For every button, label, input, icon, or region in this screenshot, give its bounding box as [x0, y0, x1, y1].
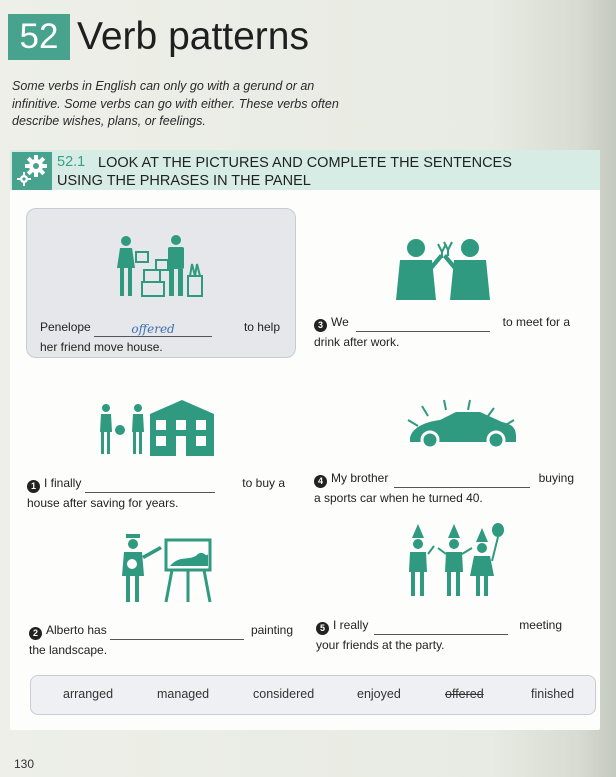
item-2 — [29, 620, 293, 660]
item-5-line2: your friends at the party. — [316, 638, 445, 652]
toast-illustration — [394, 236, 494, 302]
item-4-after: buying — [538, 471, 574, 485]
sports-car-illustration — [404, 400, 524, 450]
item-3-after: to meet for a — [502, 315, 570, 329]
answer-blank-2[interactable] — [110, 626, 244, 640]
exercise-number: 52.1 — [57, 154, 86, 170]
example-answer-blank — [94, 323, 212, 337]
item-2-after: painting — [250, 623, 293, 637]
item-2-before: Alberto has — [46, 623, 107, 637]
item-number-2: 2 — [29, 627, 42, 640]
example-after: to help — [243, 320, 280, 334]
item-5 — [316, 615, 562, 655]
item-1-before: I finally — [44, 476, 82, 490]
answer-blank-1[interactable] — [85, 479, 215, 493]
item-4-line2: a sports car when he turned 40. — [314, 491, 483, 505]
example-line2: her friend move house. — [40, 340, 163, 354]
panel-word-enjoyed: enjoyed — [357, 687, 401, 701]
answer-blank-5[interactable] — [374, 621, 508, 635]
moving-house-illustration — [114, 234, 210, 300]
panel-word-finished: finished — [531, 687, 575, 701]
item-number-4: 4 — [314, 475, 327, 488]
item-3 — [314, 312, 570, 352]
item-2-line2: the landscape. — [29, 643, 108, 657]
item-5-before: I really — [333, 618, 369, 632]
item-4-before: My brother — [331, 471, 389, 485]
intro-text: Some verbs in English can only go with a gerund or an infinitive. Some verbs can go with either. These verbs often describe wishes, plans, or feelings. — [12, 79, 339, 128]
item-4 — [314, 468, 574, 508]
unit-number-badge: 52 — [8, 14, 70, 60]
example-sentence — [40, 317, 290, 357]
party-illustration — [404, 524, 504, 598]
answer-blank-4[interactable] — [394, 474, 530, 488]
panel-word-managed: managed — [157, 687, 210, 701]
answer-blank-3[interactable] — [356, 318, 490, 332]
panel-word-offered: offered — [445, 687, 484, 701]
item-1 — [27, 473, 285, 513]
item-3-before: We — [331, 315, 349, 329]
item-5-after: meeting — [519, 618, 562, 632]
panel-word-arranged: arranged — [63, 687, 114, 701]
item-1-line2: house after saving for years. — [27, 496, 179, 510]
panel-word-considered: considered — [253, 687, 315, 701]
item-1-after: to buy a — [242, 476, 285, 490]
example-before: Penelope — [40, 320, 91, 334]
item-number-1: 1 — [27, 480, 40, 493]
unit-title: Verb patterns — [77, 15, 309, 58]
word-panel — [30, 675, 596, 715]
item-number-3: 3 — [314, 319, 327, 332]
exercise-instruction: LOOK AT THE PICTURES AND COMPLETE THE SENTENCES USING THE PHRASES IN THE PANEL — [57, 155, 512, 189]
item-number-5: 5 — [316, 622, 329, 635]
painting-illustration — [122, 534, 218, 604]
example-answer: offered — [131, 322, 175, 336]
page-number: 130 — [14, 757, 35, 771]
exercise-header — [10, 150, 600, 190]
buying-house-illustration — [98, 398, 218, 458]
gear-icon — [12, 152, 52, 190]
item-3-line2: drink after work. — [314, 335, 400, 349]
exercise-52-1 — [10, 150, 600, 730]
